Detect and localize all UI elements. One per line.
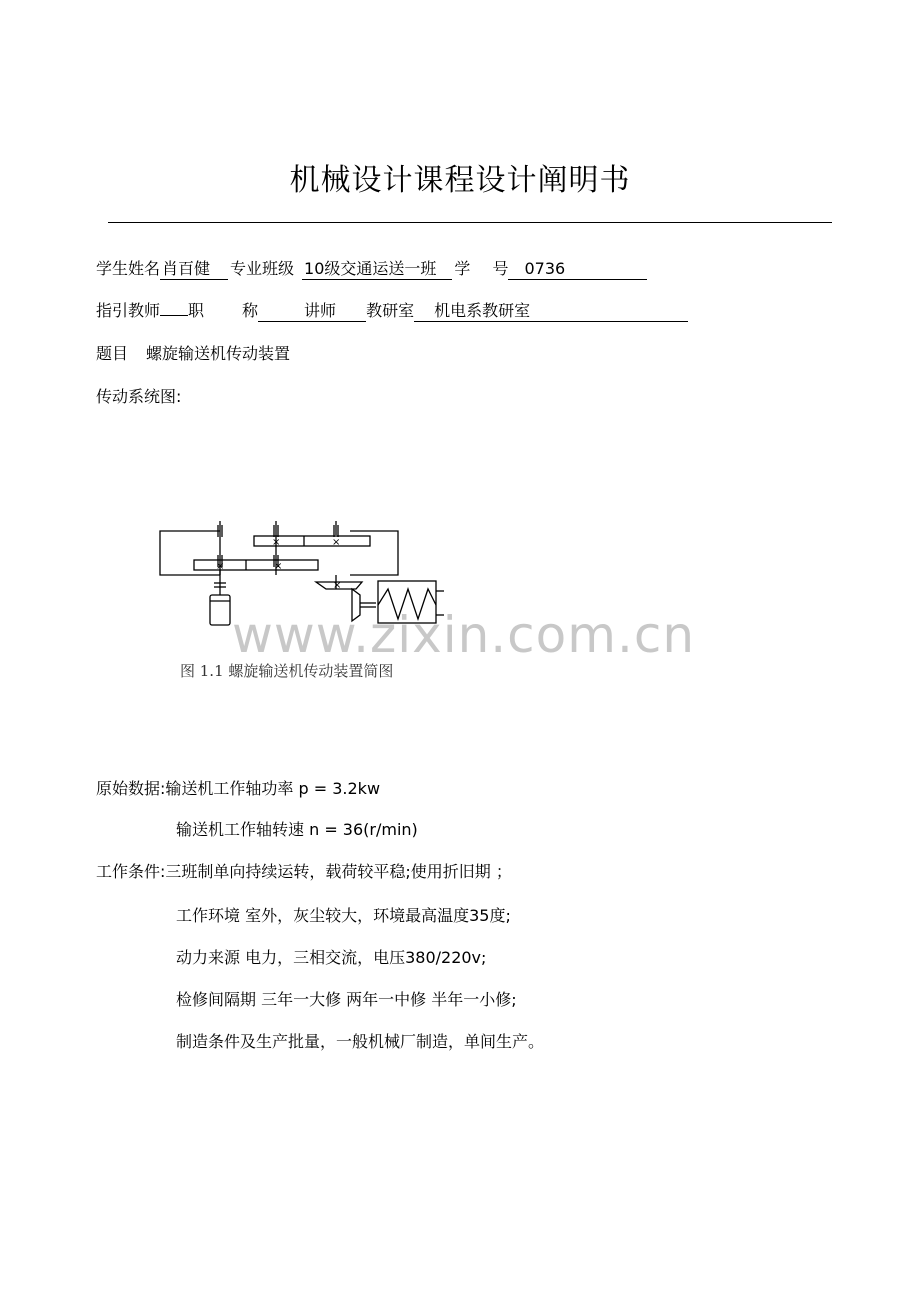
student-id-value: 0736 [508,259,647,280]
svg-text:×: × [332,537,341,548]
class-label: 专业班级 [230,259,295,278]
student-id-label-2: 号 [492,259,509,278]
conditions-line-4: 检修间隔期 三年一大修 两年一中修 半年一小修; [176,990,517,1009]
motor [210,595,230,625]
dept-label: 教研室 [366,301,415,320]
student-name-value: 肖百健 [160,259,228,280]
conditions-row-1 [96,861,512,883]
housing-right [350,531,398,575]
conditions-label: 工作条件: [96,862,166,881]
figure-caption: 图 1.1 螺旋输送机传动装置简图 [180,662,394,680]
housing-left [160,531,220,575]
title-value: 讲师 [258,301,366,322]
raw-data-line-2: 输送机工作轴转速 n = 36(r/min) [176,820,418,839]
raw-data-label: 原始数据: [96,779,166,798]
title-label-1: 职 [188,301,205,320]
topic-row [96,343,290,365]
teacher-label: 指引教师 [96,301,161,320]
student-name-label: 学生姓名 [96,259,161,278]
class-value: 10级交通运送一班 [302,259,452,280]
conditions-line-2: 工作环境 室外，灰尘较大，环境最高温度35度; [176,906,511,925]
teacher-info-row [96,300,688,322]
topic-value: 螺旋输送机传动装置 [146,344,291,363]
svg-text:×: × [272,537,281,548]
raw-data-row-1 [96,778,380,800]
conditions-line-3: 动力来源 电力，三相交流，电压380/220v; [176,948,487,967]
title-label-2: 称 [242,301,259,320]
diagram-heading: 传动系统图: [96,387,182,406]
raw-data-line-1: 输送机工作轴功率 p = 3.2kw [165,779,381,798]
student-id-label-1: 学 [454,259,471,278]
title-underline [108,222,832,223]
svg-text:×: × [333,580,342,591]
watermark: www.zixin.com.cn [232,606,696,664]
lower-gear-pair [194,560,318,570]
topic-label: 题目 [96,344,129,363]
document-title: 机械设计课程设计阐明书 [289,163,631,198]
dept-value: 机电系教研室 [414,301,688,322]
conditions-line-5: 制造条件及生产批量，一般机械厂制造，单间生产。 [176,1032,545,1051]
student-info-row [96,258,647,280]
conditions-line-1: 三班制单向持续运转，载荷较平稳;使用折旧期 ； [165,862,512,881]
svg-text:×: × [274,561,283,572]
svg-text:×: × [216,561,225,572]
